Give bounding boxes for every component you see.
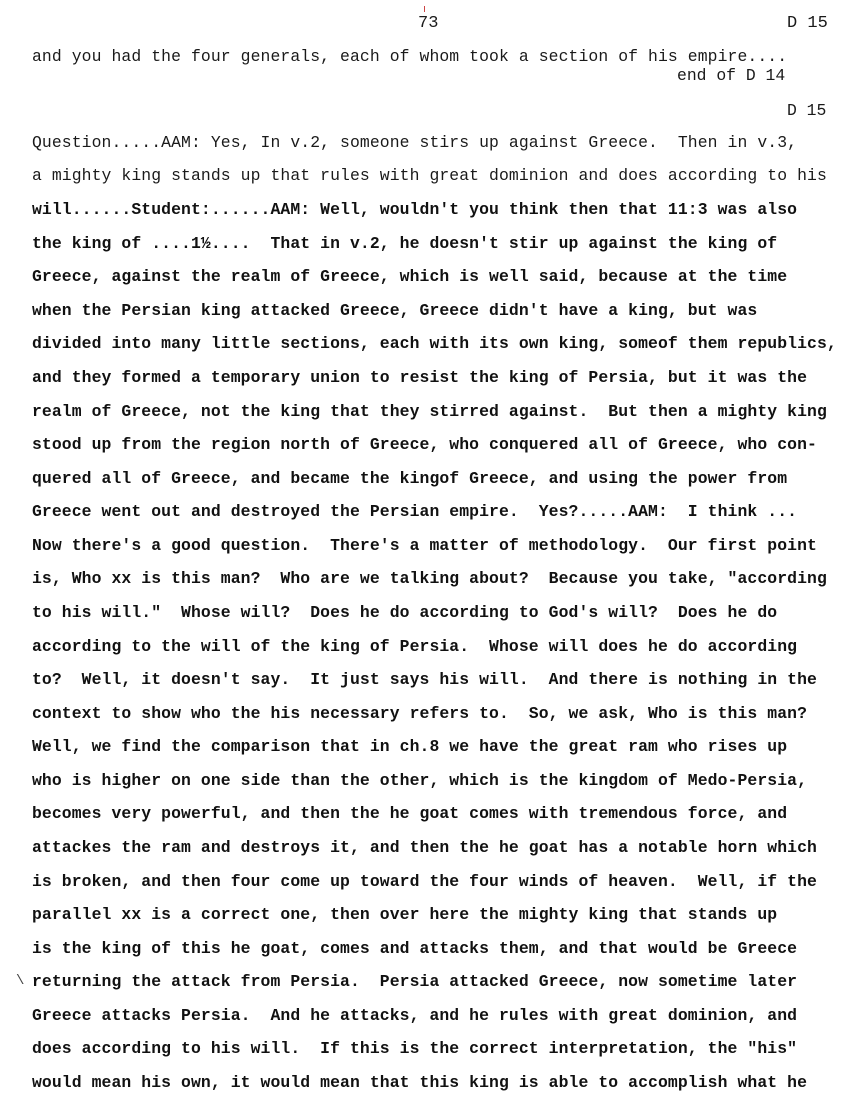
body-line: becomes very powerful, and then the he goat comes with tremendous force, and xyxy=(32,804,788,823)
section-marker: D 15 xyxy=(787,101,827,120)
body-line: Greece, against the realm of Greece, which is well said, because at the time xyxy=(32,267,788,286)
body-line: would mean his own, it would mean that this king is able to accomplish what he xyxy=(32,1073,808,1092)
page-number: 73 xyxy=(418,14,439,33)
section-code: D 15 xyxy=(787,14,828,33)
body-line: to his will." Whose will? Does he do according to God's will? Does he do xyxy=(32,603,778,622)
body-line: is, Who xx is this man? Who are we talking about? Because you take, "according xyxy=(32,569,827,588)
body-line: Greece went out and destroyed the Persian empire. Yes?.....AAM: I think ... xyxy=(32,502,798,521)
margin-mark: \ xyxy=(16,973,25,989)
body-line: quered all of Greece, and became the kingof Greece, and using the power from xyxy=(32,469,788,488)
body-line: to? Well, it doesn't say. It just says his will. And there is nothing in the xyxy=(32,670,817,689)
body-line: is the king of this he goat, comes and attacks them, and that would be Greece xyxy=(32,939,798,958)
body-line: realm of Greece, not the king that they stirred against. But then a mighty king xyxy=(32,402,827,421)
body-line: a mighty king stands up that rules with great dominion and does according to his xyxy=(32,166,827,185)
body-line: context to show who the his necessary refers to. So, we ask, Who is this man? xyxy=(32,704,808,723)
body-line: Well, we find the comparison that in ch.8 we have the great ram who rises up xyxy=(32,737,788,756)
body-line: according to the will of the king of Persia. Whose will does he do according xyxy=(32,637,798,656)
intro-line: and you had the four generals, each of whom took a section of his empire.... xyxy=(32,47,788,66)
body-line: Now there's a good question. There's a matter of methodology. Our first point xyxy=(32,536,817,555)
body-line: parallel xx is a correct one, then over here the mighty king that stands up xyxy=(32,905,778,924)
body-line: will......Student:......AAM: Well, wouldn't you think then that 11:3 was also xyxy=(32,200,798,219)
body-line: when the Persian king attacked Greece, Greece didn't have a king, but was xyxy=(32,301,758,320)
body-line: Question.....AAM: Yes, In v.2, someone stirs up against Greece. Then in v.3, xyxy=(32,133,798,152)
body-line: and they formed a temporary union to resist the king of Persia, but it was the xyxy=(32,368,808,387)
body-line: divided into many little sections, each with its own king, someof them republics, xyxy=(32,334,837,353)
body-line: returning the attack from Persia. Persia attacked Greece, now sometime later xyxy=(32,972,798,991)
body-line: attackes the ram and destroys it, and then the he goat has a notable horn which xyxy=(32,838,817,857)
body-line: the king of ....1½.... That in v.2, he doesn't stir up against the king of xyxy=(32,234,778,253)
body-line: who is higher on one side than the other, which is the kingdom of Medo-Persia, xyxy=(32,771,808,790)
body-line: does according to his will. If this is the correct interpretation, the "his" xyxy=(32,1039,798,1058)
end-marker: end of D 14 xyxy=(677,66,786,85)
body-line: Greece attacks Persia. And he attacks, and he rules with great dominion, and xyxy=(32,1006,798,1025)
body-line: stood up from the region north of Greece, who conquered all of Greece, who con- xyxy=(32,435,817,454)
body-line: is broken, and then four come up toward the four winds of heaven. Well, if the xyxy=(32,872,817,891)
